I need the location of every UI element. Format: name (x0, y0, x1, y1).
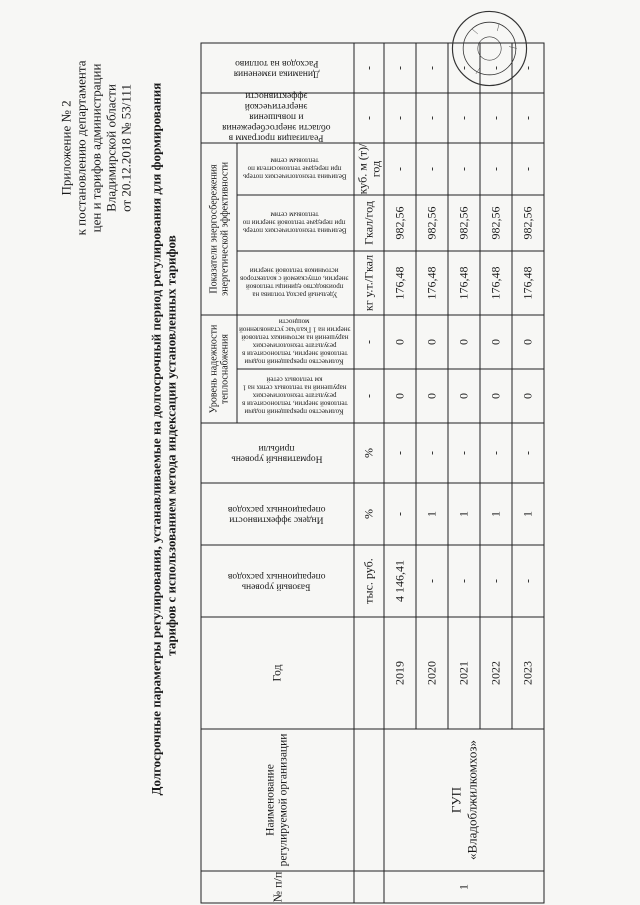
cell-base-costs: - (480, 545, 512, 617)
column-header-reliability-sources: Количество прекращений подачи тепловой энергии, теплоносителя в результате технологических нарушений на источниках тепловой энергии на 1 Гкал/час установленной мощности (237, 315, 354, 369)
appendix-date: от 20.12.2018 № 53/111 (118, 83, 133, 212)
cell-fuel-dynamics: - (384, 42, 416, 92)
cell-norm-profit: - (416, 423, 448, 483)
cell-efficiency-index: 1 (512, 483, 544, 545)
cell-norm-profit: - (512, 423, 544, 483)
cell-year: 2019 (384, 617, 416, 729)
cell-reliability-sources: 0 (384, 315, 416, 369)
unit-carrier-losses: куб. м (т)/год (354, 143, 382, 194)
cell-reliability-networks: 0 (416, 369, 448, 423)
cell-heat-losses: 982,56 (448, 195, 480, 251)
column-header-year: Год (201, 617, 354, 729)
cell-efficiency-index: 1 (416, 483, 448, 545)
org-number: 1 (384, 871, 544, 903)
cell-efficiency-index: - (384, 483, 416, 545)
column-header-carrier-losses: Величина технологических потерь при передаче теплоносителя по тепловым сетям (237, 142, 354, 194)
cell-carrier-losses: - (384, 142, 416, 194)
cell-carrier-losses: - (480, 142, 512, 194)
cell-year: 2022 (480, 617, 512, 729)
cell-fuel-dynamics: - (416, 42, 448, 92)
cell-fuel-dynamics: - (512, 42, 544, 92)
cell-norm-profit: - (448, 423, 480, 483)
cell-fuel-rate: 176,48 (416, 251, 448, 315)
column-group-energy: Показатели энергосбережения энергетической эффективности (201, 142, 237, 314)
title-line: тарифов с использованием метода индексации установленных тарифов (163, 234, 178, 656)
cell-base-costs: - (512, 545, 544, 617)
cell-programs: - (512, 92, 544, 142)
parameters-table (200, 42, 544, 903)
cell-carrier-losses: - (416, 142, 448, 194)
cell-reliability-sources: 0 (480, 315, 512, 369)
unit-efficiency-index: % (354, 483, 384, 545)
cell-fuel-rate: 176,48 (480, 251, 512, 315)
unit-reliability-sources: - (354, 315, 384, 369)
cell-heat-losses: 982,56 (384, 195, 416, 251)
column-group-reliability: Уровень надежности теплоснабжения (201, 315, 237, 423)
unit-base-costs: тыс. руб. (354, 545, 384, 617)
cell-programs: - (384, 92, 416, 142)
cell-programs: - (416, 92, 448, 142)
official-stamp-seal (450, 9, 528, 87)
cell-reliability-networks: 0 (384, 369, 416, 423)
cell-base-costs: - (416, 545, 448, 617)
units-row (354, 42, 384, 902)
appendix-ref-line: Владимирской области (103, 83, 118, 212)
appendix-ref-line: цен и тарифов администрации (88, 63, 103, 232)
cell-base-costs: - (448, 545, 480, 617)
appendix-ref-line: к постановлению департамента (73, 60, 88, 235)
unit-programs: - (354, 92, 384, 142)
cell-norm-profit: - (384, 423, 416, 483)
org-name (384, 729, 544, 871)
cell-heat-losses: 982,56 (512, 195, 544, 251)
appendix-number: Приложение № 2 (58, 99, 73, 196)
cell-fuel-dynamics: - (448, 42, 480, 92)
document-title (148, 82, 178, 795)
cell-fuel-rate: 176,48 (384, 251, 416, 315)
unit-heat-losses: Гкал/год (354, 195, 384, 251)
cell-carrier-losses: - (448, 142, 480, 194)
unit-reliability-networks: - (354, 369, 384, 423)
appendix-header (58, 60, 133, 235)
cell-reliability-sources: 0 (448, 315, 480, 369)
cell-reliability-sources: 0 (416, 315, 448, 369)
cell-programs: - (448, 92, 480, 142)
cell-programs: - (480, 92, 512, 142)
unit-fuel-rate: кг у.т./Гкал (354, 251, 384, 315)
column-header-norm-profit: Нормативный уровень прибыли (201, 423, 354, 483)
cell-reliability-networks: 0 (480, 369, 512, 423)
column-header-fuel-dynamics: Динамика изменения Расходов на топливо (201, 42, 354, 92)
cell-year: 2021 (448, 617, 480, 729)
cell-reliability-networks: 0 (512, 369, 544, 423)
cell-year: 2020 (416, 617, 448, 729)
cell-efficiency-index: 1 (480, 483, 512, 545)
org-name-line: «Владоблжилкомхоз» (463, 739, 479, 860)
column-header-reliability-networks: Количество прекращений подачи тепловой энергии, теплоносителя в результате технологических нарушений на тепловых сетях на 1 км тепловых сетей (237, 369, 354, 423)
cell-heat-losses: 982,56 (480, 195, 512, 251)
cell-year: 2023 (512, 617, 544, 729)
cell-efficiency-index: 1 (448, 483, 480, 545)
cell-base-costs: 4 146,41 (384, 545, 416, 617)
column-header-base-costs: Базовый уровень операционных расходов (201, 545, 354, 617)
cell-reliability-sources: 0 (512, 315, 544, 369)
unit-fuel-dynamics: - (354, 42, 384, 92)
cell-fuel-rate: 176,48 (448, 251, 480, 315)
org-name-line: ГУП (447, 786, 463, 813)
column-header-programs: Реализация программ в области энергосбережения и повышения энергетической эффективности (201, 92, 354, 142)
table-row (384, 42, 416, 902)
column-header-num: № п/п (201, 871, 354, 903)
cell-reliability-networks: 0 (448, 369, 480, 423)
cell-carrier-losses: - (512, 142, 544, 194)
cell-fuel-dynamics: - (480, 42, 512, 92)
cell-heat-losses: 982,56 (416, 195, 448, 251)
column-header-efficiency-index: Индекс эффективности операционных расходов (201, 483, 354, 545)
column-header-fuel-rate: Удельный расход топлива на производство единицы тепловой энергии, отпускаемой с коллекторов источников тепловой энергии (237, 251, 354, 315)
column-header-heat-losses: Величина технологических потерь при передаче тепловой энергии по тепловым сетям (237, 195, 354, 251)
unit-norm-profit: % (354, 423, 384, 483)
cell-fuel-rate: 176,48 (512, 251, 544, 315)
title-line: Долгосрочные параметры регулирования, устанавливаемые на долгосрочный период регулирования для формирования (148, 82, 163, 795)
cell-norm-profit: - (480, 423, 512, 483)
column-header-org: Наименование регулируемой организации (201, 729, 354, 871)
